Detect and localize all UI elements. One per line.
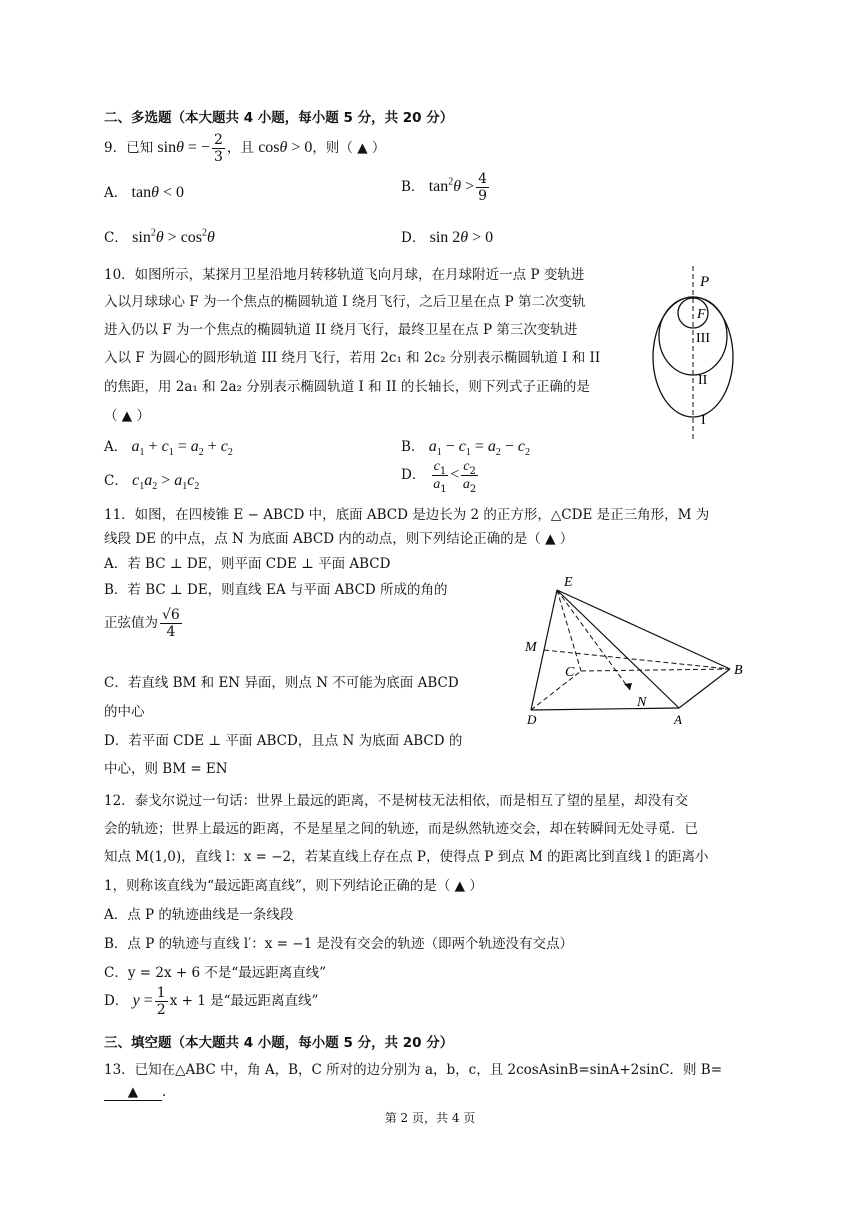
label-b: B [734,663,743,678]
section-3-title: 三、填空题（本大题共 4 小题，每小题 5 分，共 20 分） [104,1035,454,1051]
label-ii: II [698,373,708,388]
q11-option-c-line-1[interactable]: C．若直线 BM 和 EN 异面，则点 N 不可能为底面 ABCD [104,675,459,691]
section-2-title: 二、多选题（本大题共 4 小题，每小题 5 分，共 20 分） [104,110,454,126]
q10-line-1: 10．如图所示，某探月卫星沿地月转移轨道飞向月球，在月球附近一点 P 变轨进 [104,267,585,283]
q9-option-a[interactable]: A． tanθ < 0 [104,184,184,201]
label-f: F [697,307,706,322]
label-e: E [564,575,573,590]
q11-line-2: 线段 DE 的中点，点 N 为底面 ABCD 内的动点，则下列结论正确的是（ ▲ ） [104,531,574,547]
q10-option-b[interactable]: B． $a_1 - c_1 = a_2 - c_2$ [401,438,531,459]
q12-option-c[interactable]: C．y = 2x + 6 不是“最远距离直线” [104,965,327,981]
q12-line-2: 会的轨迹；世界上最远的距离，不是星星之间的轨迹，而是纵然轨迹交会，却在转瞬间无处寻觅．已 [104,821,698,837]
q13-line-1: 13．已知在△ABC 中，角 A，B，C 所对的边分别为 a，b，c，且 2cosAsinB=sinA+2sinC．则 B= [104,1062,723,1078]
label-iii: III [696,331,710,346]
q10-line-6: （ ▲ ） [104,408,150,424]
stem-text: 已知 [126,140,154,156]
q12-option-d[interactable]: D． y = $\frac{1}{2}$ x + 1 是“最远距离直线” [104,985,319,1018]
q9-option-c[interactable]: C． $\sin^2\theta > \cos^2\theta$ [104,227,215,246]
label-n: N [637,695,647,710]
question-number: 9． [104,140,127,156]
pyramid-figure [520,570,750,730]
q12-option-b[interactable]: B．点 P 的轨迹与直线 l′：x = −1 是没有交会的轨迹（即两个轨迹没有交点） [104,936,573,952]
q12-line-1: 12．泰戈尔说过一句话：世界上最远的距离，不是树枝无法相依，而是相互了望的星星，却没有交 [104,793,689,809]
q10-line-4: 入以 F 为圆心的圆形轨道 III 绕月飞行，若用 2c₁ 和 2c₂ 分别表示椭圆轨道 I 和 II [104,350,601,366]
q10-line-5: 的焦距，用 2a₁ 和 2a₂ 分别表示椭圆轨道 I 和 II 的长轴长，则下列式子正确的是 [104,379,590,395]
q10-option-a[interactable]: A． $a_1 + c_1 = a_2 + c_2$ [104,438,233,459]
label-m: M [525,640,537,655]
stem-text: ，则（ ▲ ） [312,140,386,156]
q11-line-1: 11．如图，在四棱锥 E − ABCD 中，底面 ABCD 是边长为 2 的正方形，△CDE 是正三角形，M 为 [104,507,710,523]
page-footer: 第 2 页，共 4 页 [384,1111,476,1125]
q11-option-c-line-2: 的中心 [104,704,145,720]
q9-option-d[interactable]: D． sin 2θ > 0 [401,229,494,246]
label-d: D [527,712,537,727]
q11-option-b-line-1[interactable]: B．若 BC ⊥ DE，则直线 EA 与平面 ABCD 所成的角的 [104,582,448,598]
label-c: C [565,665,575,680]
q11-option-d-line-2: 中心，则 BM = EN [104,761,228,777]
q9-option-b[interactable]: B． $\tan^2\theta$ > $\frac{4}{9}$ [401,171,488,204]
label-p: P [700,274,710,290]
q11-option-a[interactable]: A．若 BC ⊥ DE，则平面 CDE ⊥ 平面 ABCD [104,556,391,572]
q12-option-a[interactable]: A．点 P 的轨迹曲线是一条线段 [104,907,294,923]
q10-line-2: 入以月球球心 F 为一个焦点的椭圆轨道 I 绕月飞行，之后卫星在点 P 第二次变轨 [104,294,586,310]
q12-line-4: 1，则称该直线为“最远距离直线”，则下列结论正确的是（ ▲ ） [104,878,483,894]
q11-option-b-line-2[interactable]: 正弦值为 $\frac{√6}{4}$ [104,607,180,640]
q13-answer-line: ▲ . [104,1084,166,1101]
q10-line-3: 进入仍以 F 为一个焦点的椭圆轨道 II 绕月飞行，最终卫星在点 P 第三次变轨进 [104,322,578,338]
answer-blank[interactable]: ▲ [104,1084,162,1101]
q10-option-d[interactable]: D． $\frac{c_1}{a_1}$ < $\frac{c_2}{a_2}$ [401,459,477,495]
q10-option-c[interactable]: C． $c_1a_2 > a_1c_2$ [104,472,200,493]
orbit-figure [648,262,748,442]
stem-text: ，且 [226,140,254,156]
q12-line-3: 知点 M(1,0)，直线 l：x = −2，若某直线上存在点 P，使得点 P 到点 M 的距离比到直线 l 的距离小 [104,849,709,865]
q11-option-d-line-1[interactable]: D．若平面 CDE ⊥ 平面 ABCD，且点 N 为底面 ABCD 的 [104,733,463,749]
label-i: I [701,413,706,428]
question-9-stem: 9．已知 sinθ = − $\frac{2}{3}$ ，且 cosθ > 0，则（ ▲ ） [104,132,386,165]
label-a: A [674,712,682,727]
